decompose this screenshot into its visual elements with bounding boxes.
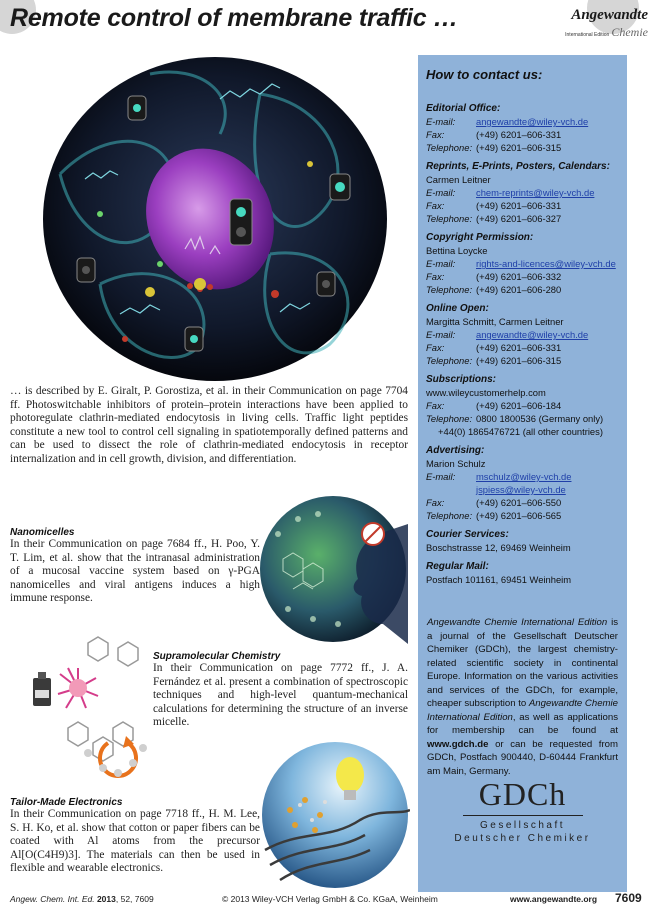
email-label: E-mail:	[426, 187, 456, 198]
advertising-telephone: (+49) 6201–606-565	[476, 510, 562, 521]
gdch-description	[427, 616, 618, 778]
gdch-logo-mark: GDCh	[478, 776, 567, 812]
journal-logo	[556, 8, 648, 41]
courier-address: Boschstrasse 12, 69469 Weinheim	[426, 542, 571, 553]
electronics-figure	[260, 740, 410, 890]
telephone-label: Telephone:	[426, 510, 473, 521]
logo-main-text: Angewandte	[571, 7, 648, 23]
page-number: 7609	[615, 891, 642, 905]
fax-label: Fax:	[426, 200, 445, 211]
fax-label: Fax:	[426, 271, 445, 282]
journal-name: Angewandte Chemie International Edition	[427, 617, 608, 628]
fax-label: Fax:	[426, 129, 445, 140]
gdch-logo-rule	[463, 815, 583, 816]
supramolecular-body: In their Communication on page 7772 ff., J. A. Fernández et al. present a combination of spectroscopic techniques and high-level quantum-mechanical calculations for determining the structure of an inverse micelle.	[153, 662, 408, 728]
subscriptions-heading: Subscriptions:	[426, 374, 497, 385]
telephone-label: Telephone:	[426, 142, 473, 153]
reprints-telephone: (+49) 6201–606-327	[476, 213, 562, 224]
footer-citation	[10, 894, 154, 904]
citation-year: 2013	[96, 894, 116, 904]
advertising-fax: (+49) 6201–606-550	[476, 497, 562, 508]
telephone-label: Telephone:	[426, 413, 473, 424]
courier-section	[426, 528, 619, 554]
subscriptions-url[interactable]: www.wileycustomerhelp.com	[426, 387, 546, 398]
light-bulb-icon	[336, 757, 364, 793]
subscriptions-fax: (+49) 6201–606-184	[476, 400, 562, 411]
email-label: E-mail:	[426, 471, 456, 482]
online-open-section	[426, 302, 619, 367]
supramolecular-heading: Supramolecular Chemistry	[153, 651, 281, 662]
footer-copyright: © 2013 Wiley-VCH Verlag GmbH & Co. KGaA, Weinheim	[222, 894, 438, 904]
gdch-text-1: is a journal of the Gesellschaft Deutscher Chemiker (GDCh), the largest chemistry-related scientific society in continental Europe. Information on the various activities and services of the GDCh, for example, cheaper subscription to	[427, 617, 618, 709]
nanomicelles-body: In their Communication on page 7684 ff., H. Poo, Y. T. Lim, et al. show that the intranasal administration of a mucosal vaccine system based on γ-PGA nanomicelles and viral antigens induces a high immune response.	[10, 538, 260, 604]
courier-heading: Courier Services:	[426, 529, 509, 540]
gdch-logo-line-1: Gesellschaft	[479, 820, 566, 831]
nanomicelles-item	[10, 527, 260, 606]
electronics-heading: Tailor-Made Electronics	[10, 797, 123, 808]
copyright-heading: Copyright Permission:	[426, 232, 534, 243]
reprints-section	[426, 160, 619, 225]
online-open-heading: Online Open:	[426, 303, 489, 314]
copyright-fax: (+49) 6201–606-332	[476, 271, 562, 282]
fax-label: Fax:	[426, 497, 445, 508]
cover-description: … is described by E. Giralt, P. Gorostiza, et al. in their Communication on page 7704 ff. Photoswitchable inhibitors of protein–protein interactions have been applied to photoregulate clathrin-mediated endocytosis in living cells. Traffic light peptides constitute a new tool to control cell signaling in spatiotemporally defined patterns and can be used to dissect the role of clathrin-mediated endocytosis in receptor internalization and in cell growth, division, and differentiation.	[10, 385, 408, 465]
reprints-email-link[interactable]: chem-reprints@wiley-vch.de	[476, 187, 595, 198]
editorial-heading: Editorial Office:	[426, 103, 501, 114]
advertising-heading: Advertising:	[426, 445, 485, 456]
electronics-body: In their Communication on page 7718 ff., H. M. Lee, S. H. Ko, et al. show that cotton or paper fibers can be coated with Al atoms from the precursor Al[O(C4H9)3]. The materials can then be used in flexible and wearable electronics.	[10, 808, 260, 874]
online-open-telephone: (+49) 6201–606-315	[476, 355, 562, 366]
footer-url-link[interactable]: www.angewandte.org	[510, 894, 598, 904]
supramolecular-figure	[8, 628, 158, 793]
subscriptions-telephone-intl: +44(0) 1865476721 (all other countries)	[438, 426, 603, 437]
telephone-label: Telephone:	[426, 213, 473, 224]
regular-mail-section	[426, 560, 619, 586]
logo-subtitle: International Edition	[565, 32, 610, 38]
gdch-text-3: or can be requested from GDCh, Postfach 900440, D-60444 Frankfurt am Main, Germany.	[427, 738, 618, 777]
email-label: E-mail:	[426, 329, 456, 340]
telephone-label: Telephone:	[426, 355, 473, 366]
email-label: E-mail:	[426, 258, 456, 269]
copyright-section	[426, 231, 619, 296]
reprints-fax: (+49) 6201–606-331	[476, 200, 562, 211]
gdch-logo	[418, 776, 627, 845]
gdch-info-box	[418, 608, 627, 892]
copyright-contact-name: Bettina Loycke	[426, 245, 488, 256]
editorial-email-link[interactable]: angewandte@wiley-vch.de	[476, 116, 589, 127]
telephone-label: Telephone:	[426, 284, 473, 295]
journal-name-2: Angewandte Chemie International Edition	[427, 698, 618, 723]
advertising-email2-link[interactable]: jspiess@wiley-vch.de	[476, 484, 566, 495]
nanomicelles-figure	[258, 494, 408, 644]
fax-label: Fax:	[426, 400, 445, 411]
cover-figure-cell-traffic-lights	[40, 54, 390, 384]
regular-mail-heading: Regular Mail:	[426, 561, 489, 572]
online-open-email-link[interactable]: angewandte@wiley-vch.de	[476, 329, 589, 340]
logo-chemie: Chemie	[611, 25, 648, 39]
advertising-contact-name: Marion Schulz	[426, 458, 486, 469]
citation-rest: , 52, 7609	[115, 894, 154, 904]
gdch-text-2: , as well as applications for membership can be found at	[427, 711, 618, 736]
supramolecular-item	[153, 651, 408, 730]
online-open-fax: (+49) 6201–606-331	[476, 342, 562, 353]
gdch-url-link[interactable]: www.gdch.de	[427, 738, 489, 750]
subscriptions-telephone: 0800 1800536 (Germany only)	[476, 413, 604, 424]
nanomicelles-heading: Nanomicelles	[10, 527, 75, 538]
contact-sidebar	[418, 55, 627, 610]
online-open-contact-name: Margitta Schmitt, Carmen Leitner	[426, 316, 564, 327]
contact-title: How to contact us:	[426, 67, 543, 82]
regular-mail-address: Postfach 101161, 69451 Weinheim	[426, 574, 572, 585]
electronics-item	[10, 797, 260, 876]
copyright-telephone: (+49) 6201–606-280	[476, 284, 562, 295]
gdch-logo-line-2: Deutscher Chemiker	[454, 833, 591, 844]
subscriptions-section	[426, 373, 619, 438]
advertising-email-link[interactable]: mschulz@wiley-vch.de	[476, 471, 572, 482]
editorial-office-section	[426, 102, 619, 154]
advertising-section	[426, 444, 619, 522]
citation-journal: Angew. Chem. Int. Ed.	[10, 894, 95, 904]
reprints-heading: Reprints, E-Prints, Posters, Calendars:	[426, 161, 610, 172]
copyright-email-link[interactable]: rights-and-licences@wiley-vch.de	[476, 258, 616, 269]
editorial-fax: (+49) 6201–606-331	[476, 129, 562, 140]
page-title: Remote control of membrane traffic …	[10, 4, 458, 32]
email-label: E-mail:	[426, 116, 456, 127]
reprints-contact-name: Carmen Leitner	[426, 174, 491, 185]
editorial-telephone: (+49) 6201–606-315	[476, 142, 562, 153]
fax-label: Fax:	[426, 342, 445, 353]
